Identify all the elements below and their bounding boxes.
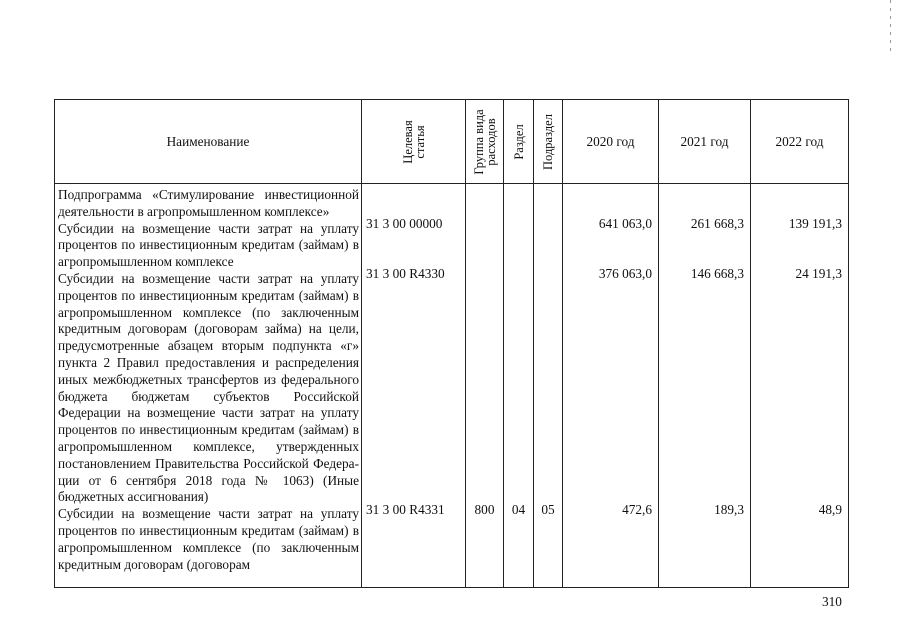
header-section: Раздел [504, 100, 534, 184]
subsection-column [534, 184, 563, 588]
row-target-article: 31 3 00 00000 [366, 216, 443, 231]
header-name: Наименование [55, 100, 362, 184]
header-2021: 2021 год [659, 100, 751, 184]
row-2022-value: 139 191,3 [788, 216, 842, 231]
row-2021-value: 146 668,3 [690, 266, 744, 281]
row-2022-value: 48,9 [818, 502, 842, 517]
table-body-row [55, 184, 849, 588]
row-2020-value: 472,6 [622, 502, 652, 517]
target-article-column [362, 184, 466, 588]
header-row [55, 100, 849, 184]
budget-table [54, 99, 849, 588]
margin-marks [889, 0, 893, 60]
header-target-article: Целевая статья [362, 100, 466, 184]
header-subsection: Подраздел [534, 100, 563, 184]
row-subsection: 05 [541, 502, 555, 517]
page-number: 310 [822, 594, 842, 609]
row-name: Субсидии на возмещение части затрат на уплату процентов по инвестиционным кредитам (займам) в агропромышленном комплексе (по заключенным кредитным договорам (договорам [58, 506, 359, 572]
row-name: Субсидии на возмещение части затрат на уплату процентов по инвестиционным кредитам (займам) в агропромышленном комплексе (по заключенным кредитным договорам (договорам займа) на цели, предусмотренные абзацем вторым подпункта «г» пункта 2 Правил предоставления и распределения иных межбюджетных трансфертов из федерального бюджета бюджетам субъектов Российской Федерации на возмещение части затрат на уплату процентов по инвестиционным кредитам (займам) в агропромышленном комплексе, утвержденных постановлением Правительства Российской Федерации от 6 сентября 2018 года № 1063) (Иные бюджетных ассигнования) [58, 270, 359, 505]
row-target-article: 31 3 00 R4330 [366, 266, 445, 281]
row-expense-group: 800 [474, 502, 495, 517]
expense-group-column [466, 184, 504, 588]
row-2020-value: 376 063,0 [598, 266, 652, 281]
row-2021-value: 189,3 [714, 502, 744, 517]
header-2022: 2022 год [751, 100, 849, 184]
year-2021-column [659, 184, 751, 588]
row-name: Подпрограмма «Стимулирование инвестиционной деятельности в агропромышленном комплексе» [58, 187, 359, 219]
row-2022-value: 24 191,3 [795, 266, 842, 281]
row-name: Субсидии на возмещение части затрат на уплату процентов по инвестиционным кредитам (займам) в агропромышленном комплексе [58, 220, 359, 270]
header-expense-group: Группа вида расходов [466, 100, 504, 184]
header-2020: 2020 год [563, 100, 659, 184]
name-column [55, 184, 362, 588]
year-2022-column [751, 184, 849, 588]
row-section: 04 [511, 502, 526, 517]
row-2021-value: 261 668,3 [690, 216, 744, 231]
year-2020-column [563, 184, 659, 588]
row-2020-value: 641 063,0 [598, 216, 652, 231]
section-column [504, 184, 534, 588]
row-target-article: 31 3 00 R4331 [366, 502, 445, 517]
